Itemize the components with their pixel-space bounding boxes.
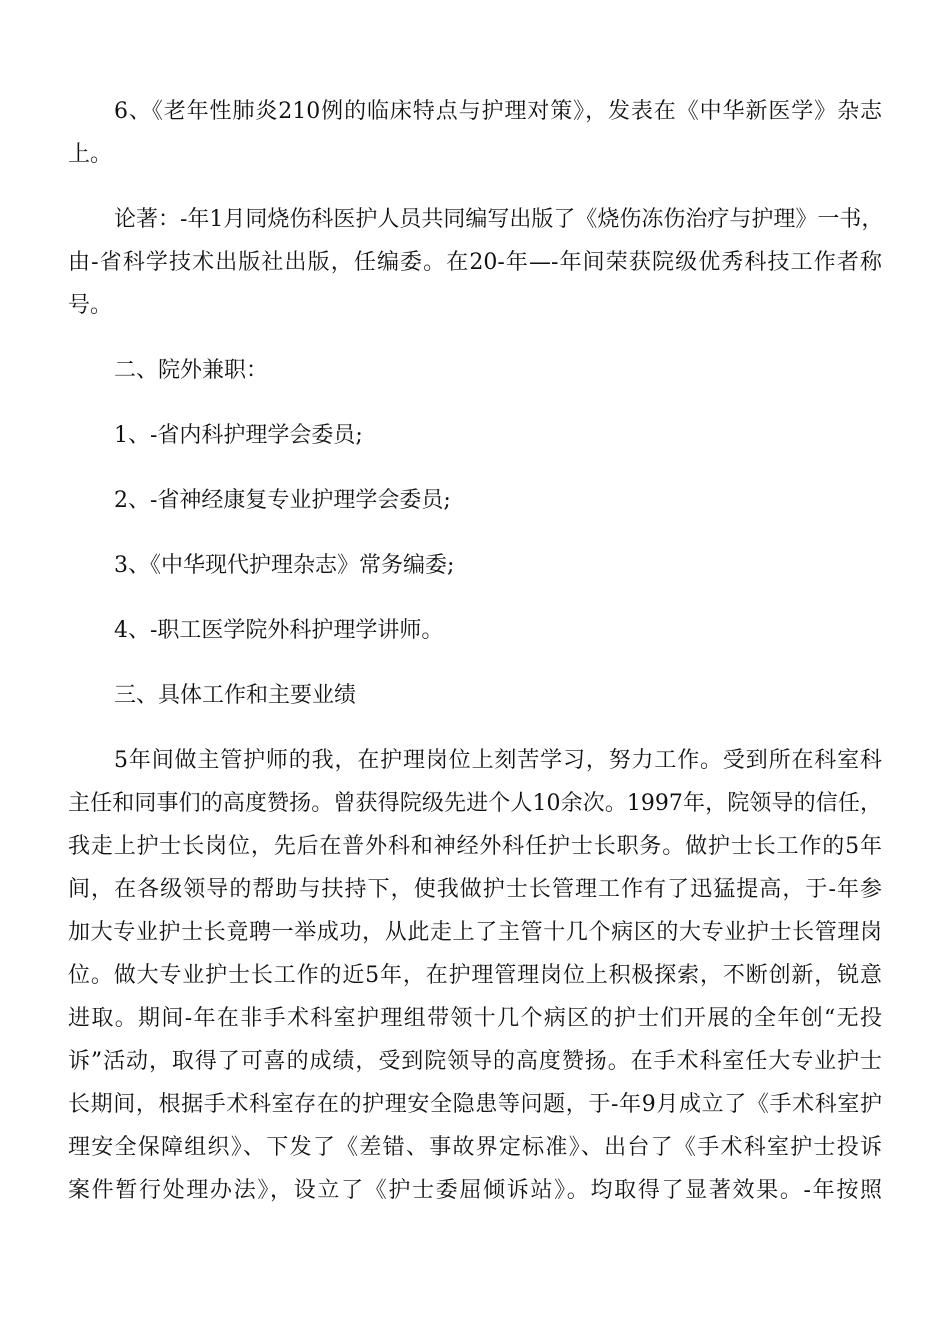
- text-line: 位。做大专业护士长工作的近5年，在护理管理岗位上积极探索，不断创新，锐意: [68, 963, 882, 988]
- text-line: 号。: [68, 293, 113, 318]
- text-line: 论著：-年1月同烧伤科医护人员共同编写出版了《烧伤冻伤治疗与护理》一书，: [114, 207, 884, 232]
- text-line: 由-省科学技术出版社出版，任编委。在20-年—-年间荣获院级优秀科技工作者称: [68, 250, 882, 275]
- text-line: 间，在各级领导的帮助与扶持下，使我做护士长管理工作有了迅猛提高，于-年参: [68, 877, 882, 902]
- text-line: 5年间做主管护师的我，在护理岗位上刻苦学习，努力工作。受到所在科室科: [114, 748, 882, 773]
- section-heading-work-achievements: 三、具体工作和主要业绩: [114, 683, 357, 708]
- list-item: 2、-省神经康复专业护理学会委员;: [114, 488, 451, 513]
- text-line: 案件暂行处理办法》，设立了《护士委屈倾诉站》。均取得了显著效果。-年按照: [68, 1178, 882, 1203]
- text-line: 主任和同事们的高度赞扬。曾获得院级先进个人10余次。1997年，院领导的信任，: [68, 791, 882, 816]
- paragraph-work-achievements: [68, 739, 882, 1212]
- paragraph-monograph: [68, 198, 882, 327]
- text-line: 长期间，根据手术科室存在的护理安全隐患等问题，于-年9月成立了《手术科室护: [68, 1092, 882, 1117]
- list-item: 3、《中华现代护理杂志》常务编委;: [114, 553, 455, 578]
- section-heading-outside-positions: 二、院外兼职：: [114, 358, 269, 383]
- text-line: 理安全保障组织》、下发了《差错、事故界定标准》、出台了《手术科室护士投诉: [68, 1135, 882, 1160]
- text-line: 加大专业护士长竟聘一举成功，从此走上了主管十几个病区的大专业护士长管理岗: [68, 920, 882, 945]
- document-body: [68, 90, 882, 1234]
- text-line: 进取。期间-年在非手术科室护理组带领十几个病区的护士们开展的全年创“无投: [68, 1006, 882, 1031]
- list-item: 1、-省内科护理学会委员;: [114, 423, 363, 448]
- text-line: 6、《老年性肺炎210例的临床特点与护理对策》，发表在《中华新医学》杂志: [114, 99, 882, 124]
- list-item: 4、-职工医学院外科护理学讲师。: [114, 618, 444, 643]
- paragraph-publication-6: [68, 90, 882, 176]
- text-line: 我走上护士长岗位，先后在普外科和神经外科任护士长职务。做护士长工作的5年: [68, 834, 882, 859]
- text-line: 诉”活动，取得了可喜的成绩，受到院领导的高度赞扬。在手术科室任大专业护士: [68, 1049, 882, 1074]
- text-line: 上。: [68, 142, 113, 167]
